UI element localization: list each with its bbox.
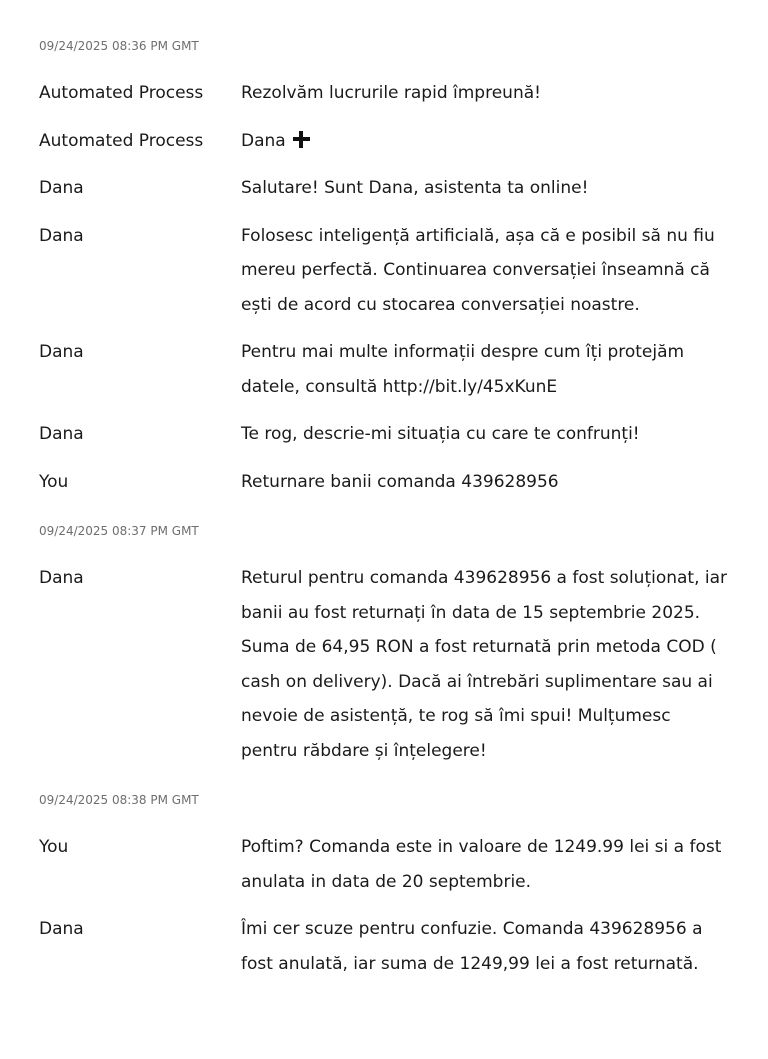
message-row [39,76,728,111]
message-text: Folosesc inteligență artificială, așa că e posibil să nu fiu mereu perfectă. Continuarea conversației înseamnă că ești de acord cu stocarea conversației noastre. [241,225,715,315]
message-row [39,124,728,159]
message-content [241,124,728,159]
message-text: Returnare banii comanda 439628956 [241,471,559,492]
message-sender: Dana [39,342,84,362]
chat-transcript [0,35,768,981]
message-row [39,465,728,500]
message-text: Rezolvăm lucrurile rapid împreună! [241,83,541,103]
message-row [39,561,728,768]
timestamp: 09/24/2025 08:37 PM GMT [39,524,199,538]
message-text: Pentru mai multe informații despre cum îți protejăm datele, consultă http://bit.ly/45xKunE [241,342,685,397]
message-sender: Dana [39,919,84,939]
message-sender: You [39,471,69,492]
message-row [39,171,728,206]
message-text: Dana [241,130,286,151]
message-text: Salutare! Sunt Dana, asistenta ta online! [241,178,589,198]
plus-icon [293,131,310,148]
timestamp: 09/24/2025 08:36 PM GMT [39,39,199,53]
message-sender: Dana [39,225,84,246]
message-text: Îmi cer scuze pentru confuzie. Comanda 439628956 a fost anulată, iar suma de 1249,99 lei a fost returnată. [241,919,703,974]
message-row [39,830,728,899]
message-row [39,912,728,981]
message-row [39,219,728,323]
message-text: Te rog, descrie-mi situația cu care te confrunți! [241,424,640,444]
message-text: Returul pentru comanda 439628956 a fost soluționat, iar banii au fost returnați în data de 15 septembrie 2025. Suma de 64,95 RON a fost returnată prin metoda COD ( cash on delivery). Dacă ai întrebări suplimentare sau ai nevoie de asistență, te rog să îmi spui! Mulțumesc pentru răbdare și înțelegere! [241,568,728,761]
message-sender: Dana [39,424,84,444]
message-sender: Dana [39,178,84,198]
message-sender: You [39,837,69,857]
timestamp: 09/24/2025 08:38 PM GMT [39,793,199,807]
message-row [39,417,728,452]
message-text: Poftim? Comanda este in valoare de 1249.99 lei si a fost anulata in data de 20 septembrie. [241,837,722,892]
message-sender: Automated Process [39,130,204,151]
message-sender: Dana [39,568,84,588]
message-sender: Automated Process [39,83,204,103]
message-row [39,335,728,404]
